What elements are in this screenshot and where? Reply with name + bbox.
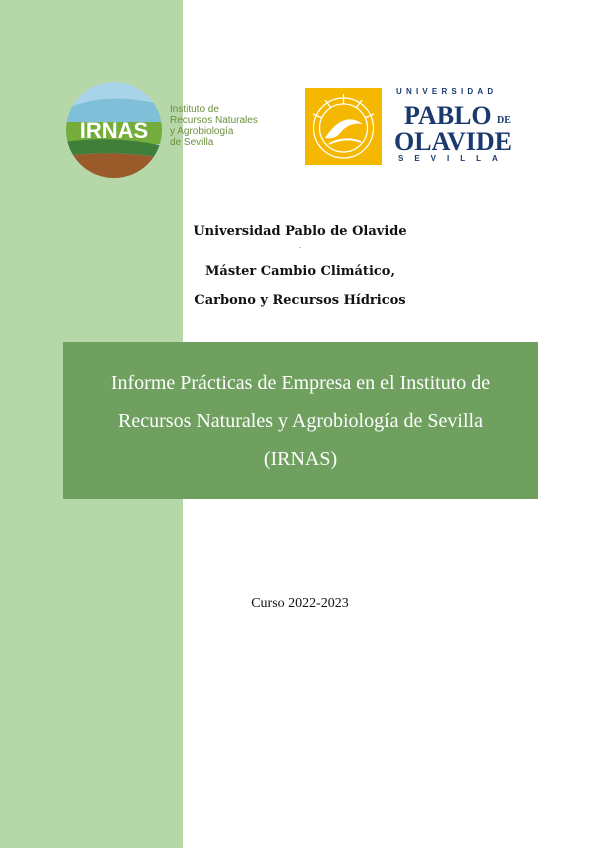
- report-title: Informe Prácticas de Empresa en el Instituto de Recursos Naturales y Agrobiología de Sevilla (IRNAS): [110, 371, 491, 470]
- title-box: [63, 342, 538, 499]
- upo-name-de: DE: [497, 115, 511, 126]
- irnas-caption-line: Instituto de: [170, 104, 219, 115]
- heading-separator: .: [298, 242, 302, 250]
- university-heading: Universidad Pablo de Olavide: [193, 224, 407, 239]
- irnas-caption-line: y Agrobiología: [170, 126, 234, 137]
- upo-name-pablo: PABLO: [404, 101, 492, 130]
- upo-word-universidad: UNIVERSIDAD: [396, 87, 498, 96]
- irnas-acronym: IRNAS: [79, 118, 149, 143]
- master-heading-line1: Máster Cambio Climático,: [205, 264, 395, 279]
- irnas-caption: [170, 104, 280, 148]
- upo-name-wordmark: [394, 100, 518, 154]
- course-label: Curso 2022-2023: [251, 596, 349, 611]
- irnas-caption-line: de Sevilla: [170, 137, 214, 148]
- irnas-logo: [64, 80, 164, 180]
- upo-name-olavide: OLAVIDE: [394, 127, 513, 154]
- upo-word-sevilla: SEVILLA: [398, 154, 509, 163]
- master-heading-line2: Carbono y Recursos Hídricos: [194, 293, 406, 308]
- irnas-caption-line: Recursos Naturales: [170, 115, 258, 126]
- upo-sun-emblem: [305, 88, 382, 165]
